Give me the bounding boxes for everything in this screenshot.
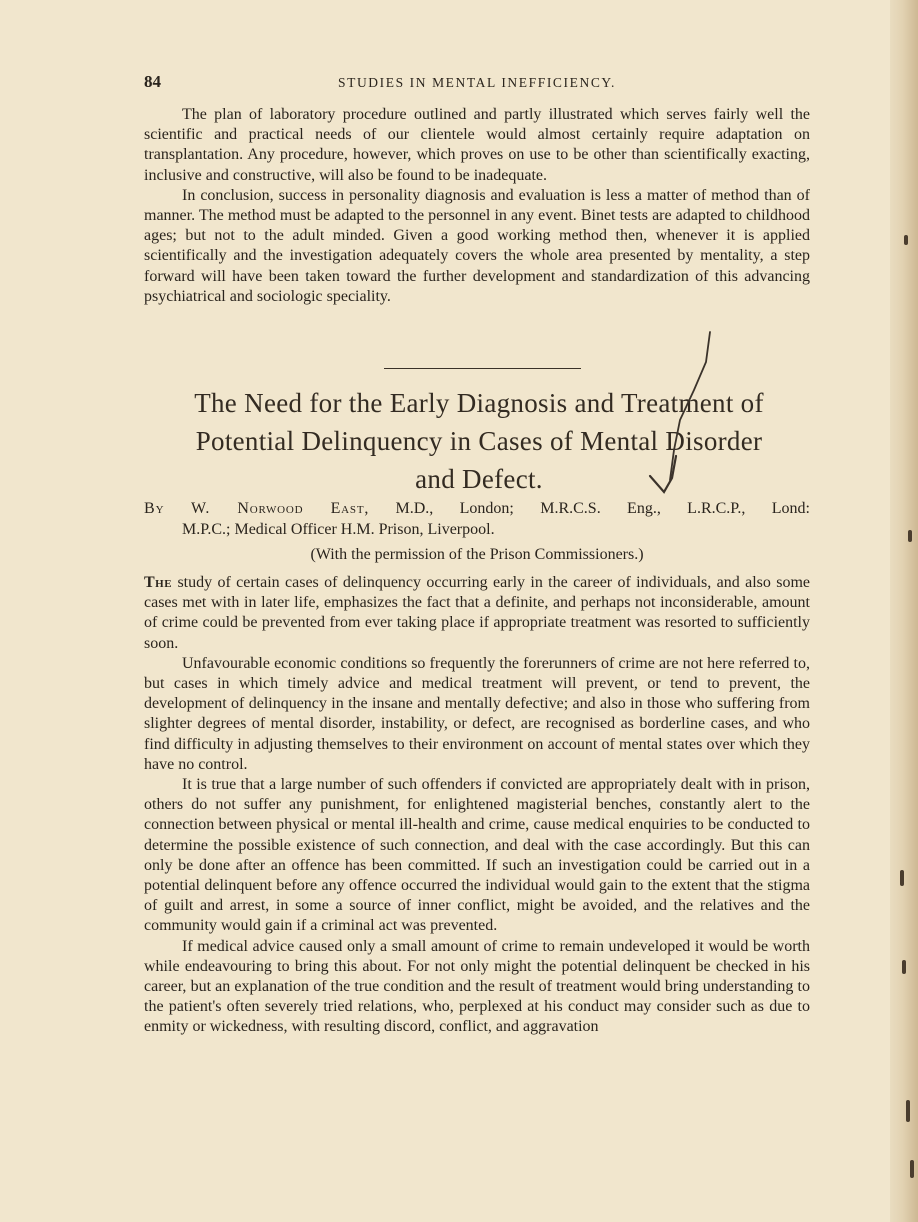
author-affiliation: M.P.C.; Medical Officer H.M. Prison, Liverpool. <box>182 520 495 538</box>
continued-text <box>144 105 810 307</box>
binding-mark <box>910 1160 914 1178</box>
title-line: Potential Delinquency in Cases of Mental Disorder <box>195 426 763 456</box>
article-body <box>144 573 810 1038</box>
paragraph: In conclusion, success in personality diagnosis and evaluation is less a matter of method than of manner. The method must be adapted to the personnel in any event. Binet tests are adapted to childhood ages; but not to the adult minded. Given a good working method then, whenever it is applied scientifically and the investigation adequately covers the whole area presented by mentality, a step forward will have been taken toward the further development and standardization of this advancing psychiatrical and sociologic speciality. <box>144 186 810 305</box>
paragraph: The plan of laboratory procedure outlined and partly illustrated which serves fairly well the scientific and practical needs of our clientele would almost certainly require adaptation on transplantation. Any procedure, however, which proves on use to be other than scientifically exacting, inclusive and constructive, will also be found to be inadequate. <box>144 106 810 184</box>
paragraph <box>144 573 810 654</box>
next-page-edge <box>890 0 918 1222</box>
by-word: By <box>144 500 165 517</box>
running-title: STUDIES IN MENTAL INEFFICIENCY. <box>337 75 617 90</box>
binding-mark <box>902 960 906 974</box>
author-name: W. Norwood East, <box>190 500 370 517</box>
first-paragraph-text: study of certain cases of delinquency occurring early in the career of individuals, and also some cases met with in later life, emphasizes the fact that a definite, and perhaps not inconsiderable, amount of crime could be prevented from ever taking place if appropriate treatment was resorted to sufficiently soon. <box>144 574 810 652</box>
title-line: and Defect. <box>415 464 543 494</box>
author-byline <box>144 499 810 540</box>
paragraph: If medical advice caused only a small amount of crime to remain undeveloped it would be worth while endeavouring to bring this about. For not only might the potential delinquent be checked in his career, but an explanation of the true condition and the result of treatment would bring understanding to the patient's often severely tried relations, who, perplexed at his conduct may consider such as due to enmity or wickedness, with resulting discord, conflict, and aggravation <box>144 937 810 1036</box>
binding-mark <box>904 235 908 245</box>
page-header <box>144 72 810 92</box>
section-divider <box>384 368 581 369</box>
paragraph: It is true that a large number of such offenders if convicted are appropriately dealt with in prison, others do not suffer any punishment, for enlightened magisterial benches, constantly alert to the connection between physical or mental ill-health and crime, cause medical enquiries to be conducted to determine the possible existence of such connection, and deal with the case accordingly. But this can only be done after an offence has been committed. If such an investigation could be carried out in a potential delinquent before any offence occurred the individual would gain to the extent that the stigma of guilt and arrest, in some a source of inner conflict, might be avoided, and the relatives and the community would gain if a criminal act was prevented. <box>144 776 810 935</box>
binding-mark <box>906 1100 910 1122</box>
binding-mark <box>900 870 904 886</box>
pencil-check-mark <box>630 330 720 500</box>
page-number: 84 <box>144 72 161 91</box>
title-line: The Need for the Early Diagnosis and Treatment of <box>194 388 764 418</box>
opening-word: The <box>144 574 173 591</box>
author-credentials: M.D., London; M.R.C.S. Eng., L.R.C.P., Lond: <box>395 500 810 517</box>
paragraph: Unfavourable economic conditions so frequently the forerunners of crime are not here referred to, but cases in which timely advice and medical treatment will prevent, or tend to prevent, the development of delinquency in the insane and mentally defective; and also in those who suffering from slighter degrees of mental disorder, instability, or defect, are recognised as borderline cases, and who find difficulty in adjusting themselves to their environment on account of mental states over which they have no control. <box>144 654 810 773</box>
binding-mark <box>908 530 912 542</box>
permission-note: (With the permission of the Prison Commissioners.) <box>310 546 644 563</box>
